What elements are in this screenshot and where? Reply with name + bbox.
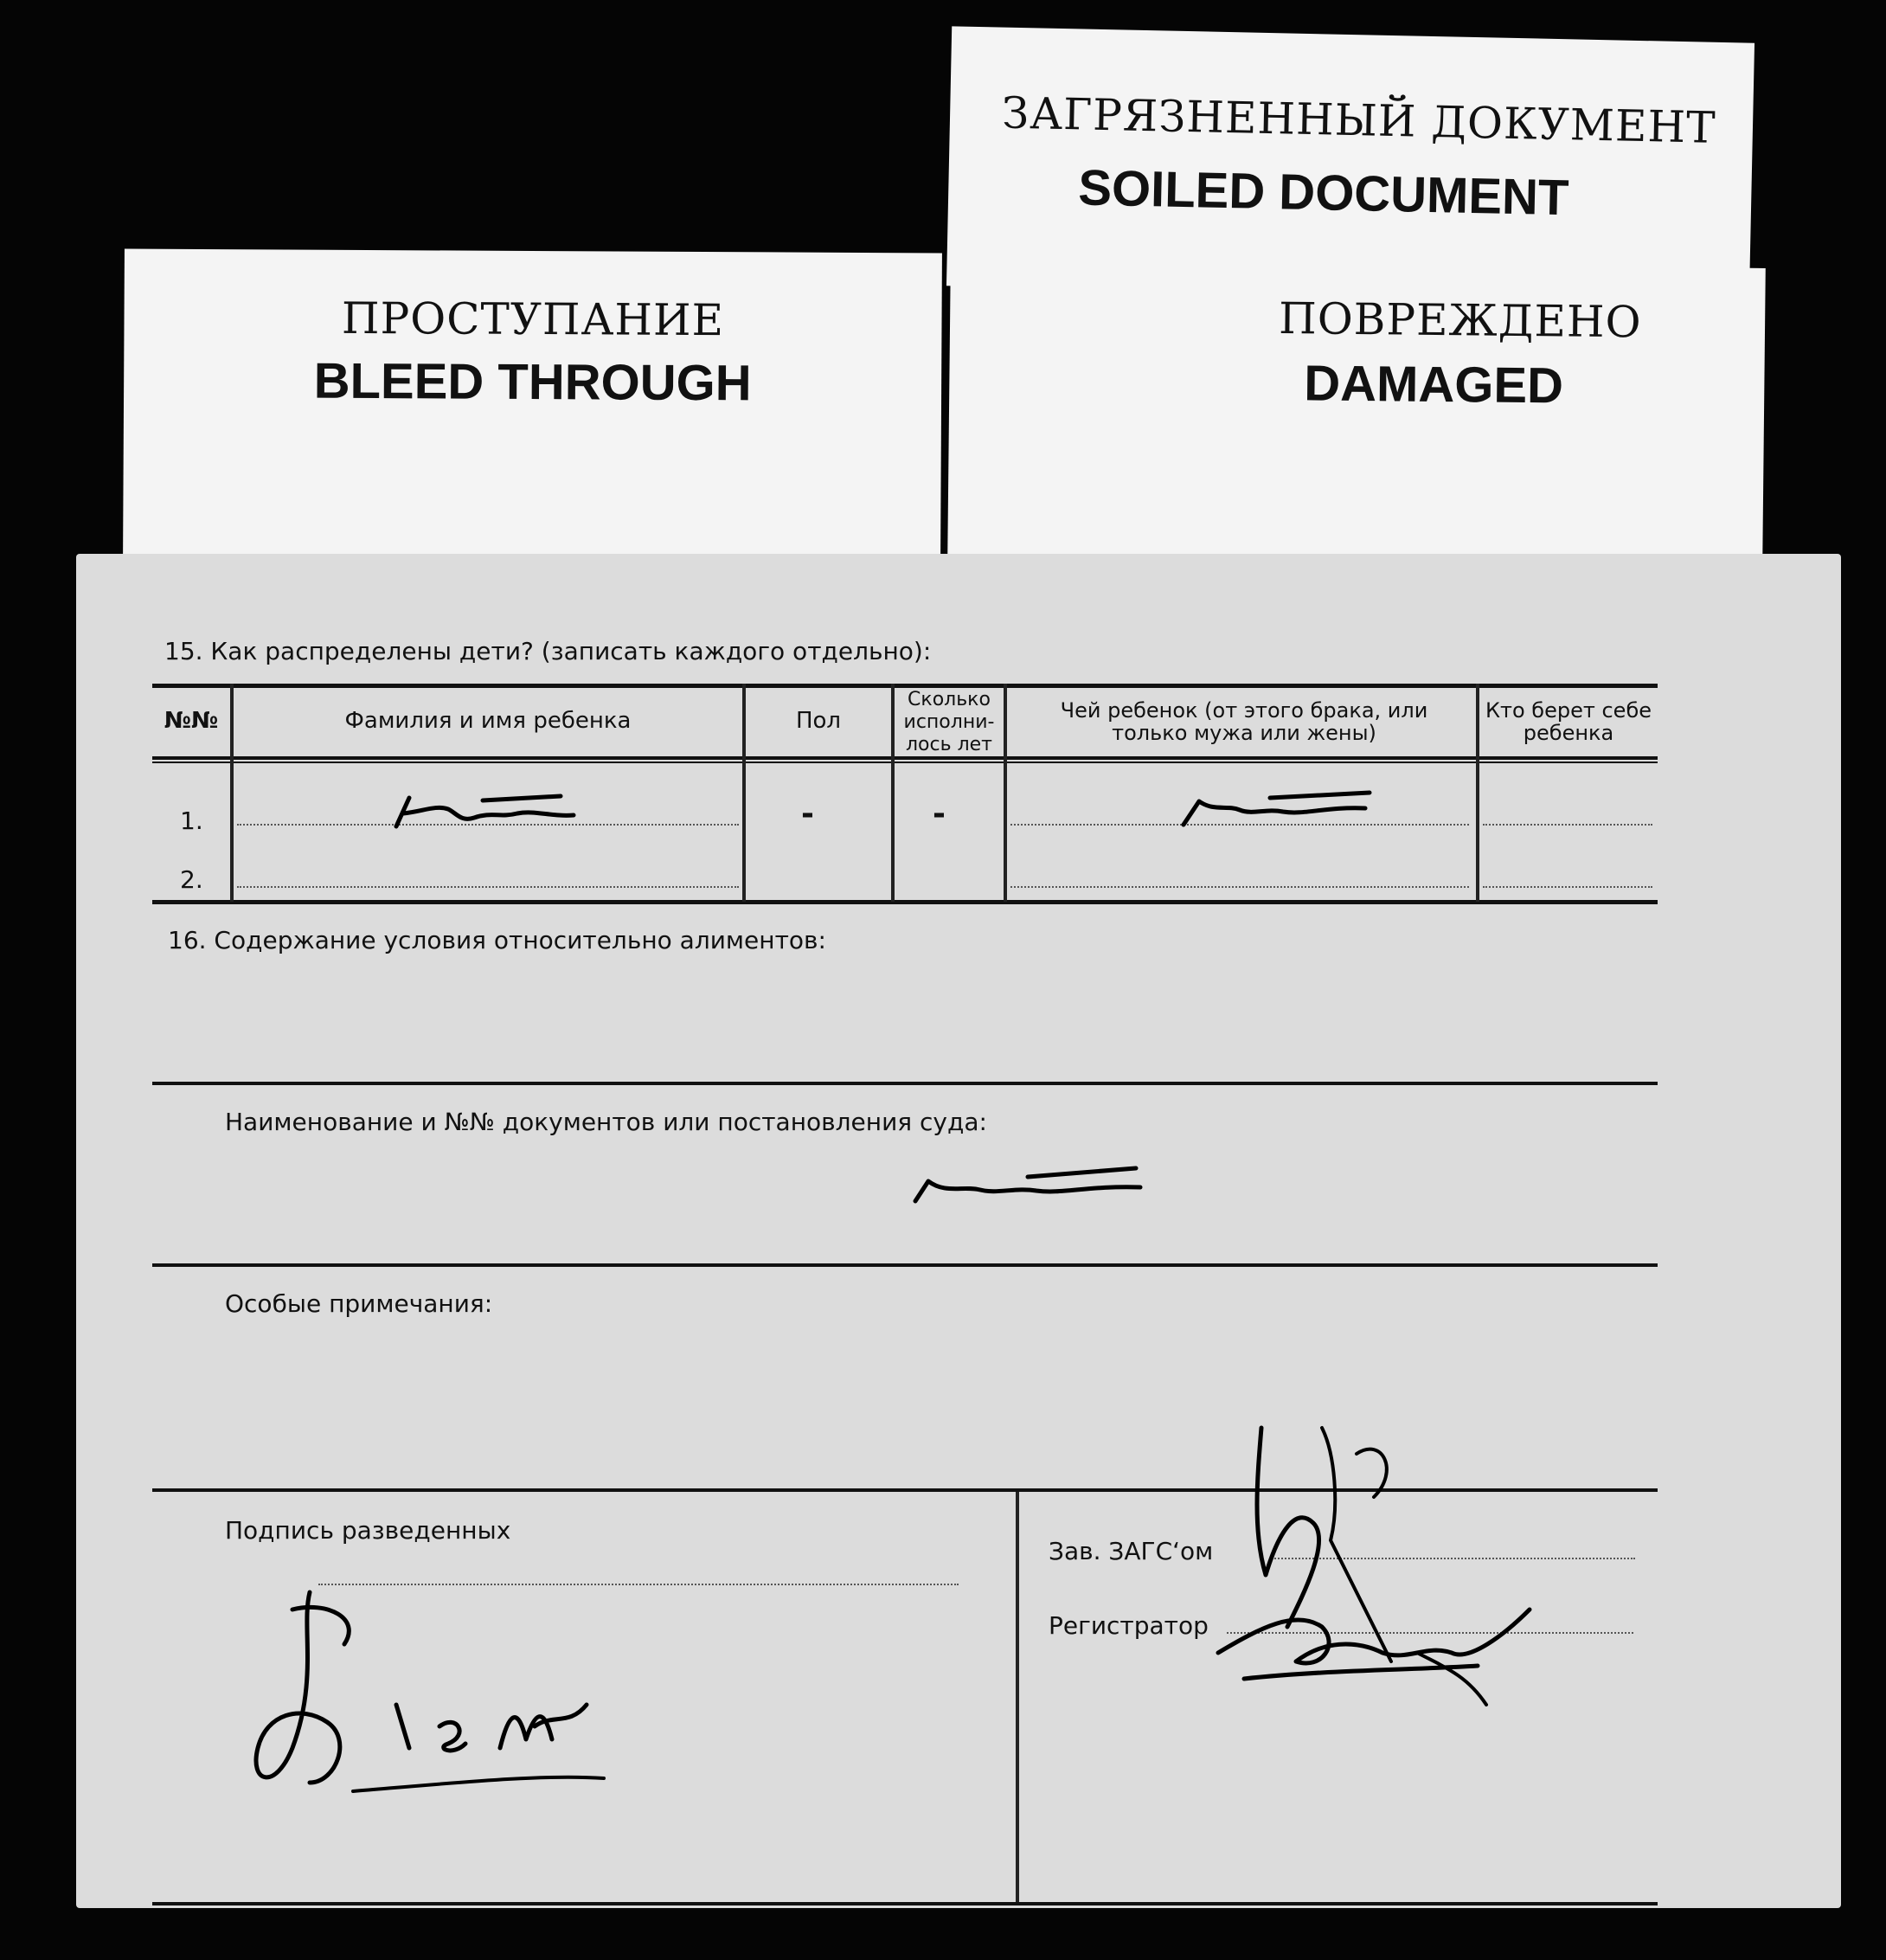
row1-dotted-line bbox=[1483, 824, 1652, 826]
signature-divider bbox=[1016, 1492, 1019, 1905]
table-header-rule-2 bbox=[152, 762, 1658, 763]
bleed-label-en: BLEED THROUGH bbox=[313, 352, 752, 412]
section15-title: 15. Как распределены дети? (записать каждого отдельно): bbox=[164, 637, 932, 665]
bleed-label-ru: ПРОСТУПАНИЕ bbox=[341, 292, 725, 346]
registrar-signature bbox=[1192, 1575, 1607, 1713]
row1-age: - bbox=[933, 796, 946, 832]
header-who-takes: Кто берет себе ребенка bbox=[1485, 698, 1652, 745]
soiled-label-en: SOILED DOCUMENT bbox=[1077, 159, 1570, 227]
divorced-signature bbox=[241, 1575, 725, 1800]
table-top-rule bbox=[152, 684, 1658, 688]
handwritten-net-mark bbox=[388, 787, 587, 839]
row2-dotted-line bbox=[1010, 886, 1469, 888]
documents-title: Наименование и №№ документов или постановления суда: bbox=[225, 1108, 987, 1136]
handwritten-net-mark bbox=[907, 1160, 1149, 1211]
col-divider bbox=[1004, 684, 1007, 902]
damaged-label-ru: ПОВРЕЖДЕНО bbox=[1278, 293, 1642, 348]
header-num: №№ bbox=[164, 708, 219, 734]
soiled-label-ru: ЗАГРЯЗНЕННЫЙ ДОКУМЕНТ bbox=[1001, 87, 1717, 153]
alimony-rule bbox=[152, 1082, 1658, 1085]
head-registry-label: Зав. ЗАГС‘ом bbox=[1049, 1537, 1214, 1565]
row2-dotted-line bbox=[237, 886, 739, 888]
row1-sex: - bbox=[801, 796, 814, 832]
table-bottom-rule bbox=[152, 900, 1658, 904]
damaged-tab bbox=[947, 260, 1766, 567]
table-header-rule bbox=[152, 756, 1658, 760]
remarks-title: Особые примечания: bbox=[225, 1289, 493, 1318]
handwritten-net-mark bbox=[1175, 786, 1382, 838]
bleed-through-tab bbox=[123, 249, 942, 565]
row1-num: 1. bbox=[180, 806, 203, 835]
section16-title: 16. Содержание условия относительно алиментов: bbox=[168, 926, 826, 954]
header-sex: Пол bbox=[795, 708, 842, 734]
divorced-signature-label: Подпись разведенных bbox=[225, 1516, 511, 1545]
row2-num: 2. bbox=[180, 865, 203, 894]
form-bottom-rule bbox=[152, 1902, 1658, 1905]
damaged-label-en: DAMAGED bbox=[1304, 355, 1564, 414]
header-child-name: Фамилия и имя ребенка bbox=[344, 708, 632, 734]
header-whose-child: Чей ребенок (от этого брака, или только мужа или жены) bbox=[1060, 698, 1428, 745]
divorce-record-form bbox=[76, 554, 1841, 1908]
documents-rule bbox=[152, 1263, 1658, 1267]
registrar-label: Регистратор bbox=[1049, 1611, 1209, 1640]
header-age: Сколько исполни- лось лет bbox=[903, 689, 995, 755]
row2-dotted-line bbox=[1483, 886, 1652, 888]
